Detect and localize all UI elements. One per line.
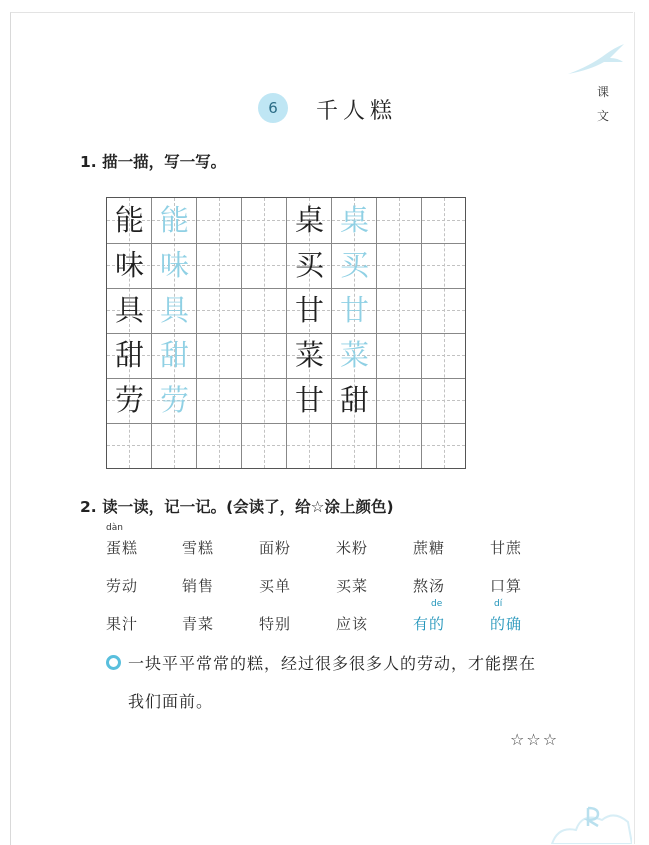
pinyin-dan: dàn (106, 523, 123, 533)
vocab-word: 米粉 (336, 539, 369, 557)
grid-trace-char[interactable]: 具 (159, 293, 189, 327)
grid-char: 桌 (294, 203, 324, 237)
grid-trace-char[interactable]: 甜 (159, 338, 189, 372)
section1-heading: 1. 描一描，写一写。 (80, 153, 227, 171)
sentence-line1: 一块平平常常的糕，经过很多很多人的劳动，才能摆在 (128, 654, 537, 673)
grid-trace-char[interactable]: 味 (159, 248, 189, 282)
grid-trace-char[interactable]: 能 (159, 203, 189, 237)
vocab-word: 应该 (336, 615, 369, 633)
grid-char: 甘 (294, 293, 324, 327)
grid-trace-char[interactable]: 买 (339, 248, 369, 282)
vocab-word: 甘蔗 (490, 539, 523, 557)
lesson-title: 千人糕 (316, 99, 398, 124)
grid-char: 菜 (294, 338, 324, 372)
side-label-char: 课 (596, 85, 609, 99)
page-edge (634, 12, 635, 844)
sentence-line2: 我们面前。 (128, 692, 214, 711)
grid-char: 甜 (114, 338, 144, 372)
grid-trace-char[interactable]: 菜 (339, 338, 369, 372)
vocab-word: 果汁 (106, 615, 139, 633)
grid-char: 味 (114, 248, 144, 282)
vocab-word: 熬汤 (413, 577, 446, 595)
bullet-circle-icon (106, 655, 121, 670)
pinyin-de: de (431, 599, 443, 609)
vocab-word-highlight: 的确 (490, 615, 523, 633)
grid-char: 劳 (114, 383, 144, 417)
vocab-word: 买菜 (336, 577, 369, 595)
grid-char: 甘 (294, 383, 324, 417)
side-label (592, 80, 614, 128)
vocab-word: 面粉 (259, 539, 292, 557)
vocab-word: 蛋糕 (106, 539, 139, 557)
vocab-word: 青菜 (182, 615, 215, 633)
vocab-word: 雪糕 (182, 539, 215, 557)
vocab-word: 劳动 (106, 577, 139, 595)
cloud-icon (548, 800, 632, 844)
grid-trace-char[interactable]: 甘 (339, 293, 369, 327)
vocab-word-highlight: 有的 (413, 615, 446, 633)
vocab-word: 特别 (259, 615, 292, 633)
vocab-word: 买单 (259, 577, 292, 595)
pinyin-di: dí (494, 599, 503, 609)
vocab-word: 口算 (490, 577, 523, 595)
grid-trace-char[interactable]: 劳 (159, 383, 189, 417)
grid-char: 具 (114, 293, 144, 327)
rating-stars[interactable]: ☆☆☆ (510, 730, 560, 749)
swallow-icon (566, 40, 626, 80)
side-label-char: 文 (596, 109, 609, 123)
grid-char: 甜 (339, 383, 369, 417)
grid-char: 买 (294, 248, 324, 282)
section2-heading: 2. 读一读，记一记。(会读了，给☆涂上颜色) (80, 498, 394, 516)
vocab-word: 销售 (182, 577, 215, 595)
character-grid (106, 197, 466, 469)
grid-trace-char[interactable]: 桌 (339, 203, 369, 237)
lesson-number-badge: 6 (258, 93, 288, 123)
vocab-word: 蔗糖 (413, 539, 446, 557)
grid-char: 能 (114, 203, 144, 237)
